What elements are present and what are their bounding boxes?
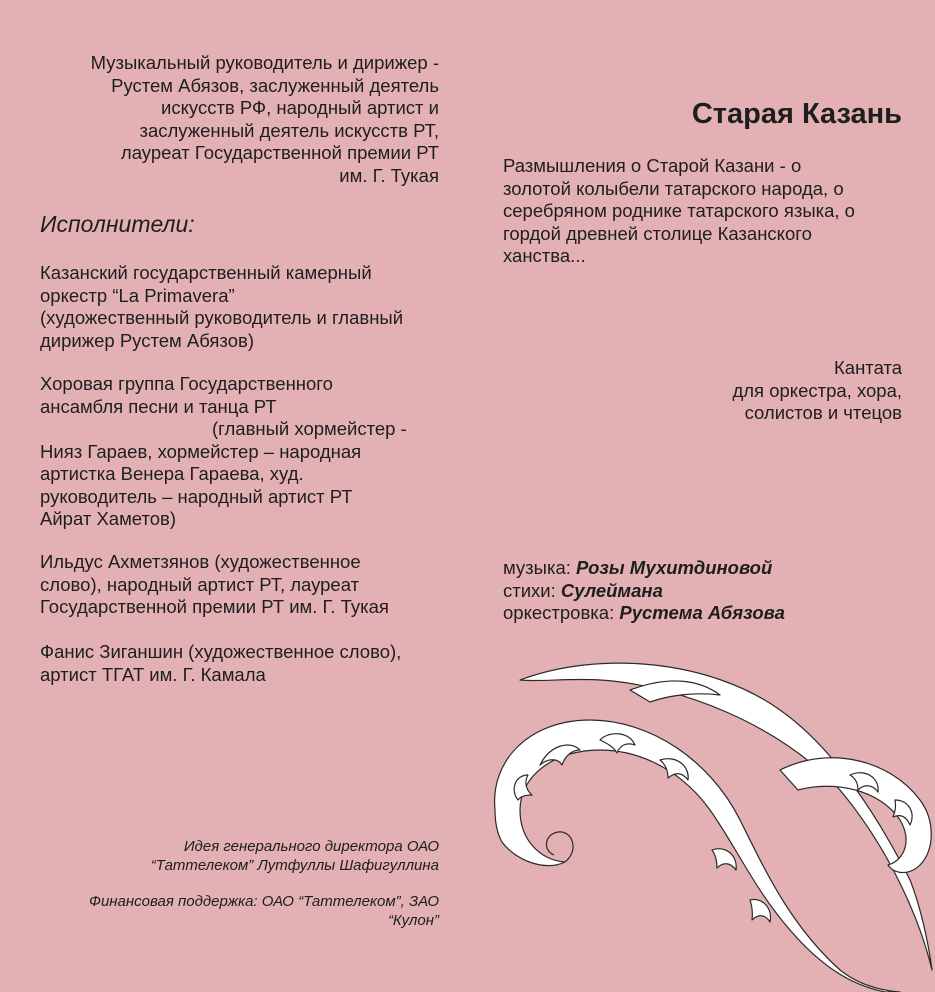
- orchestration-credit: [503, 602, 903, 625]
- description-line: серебряном роднике татарского языка, о: [503, 200, 855, 221]
- lyrics-label: стихи:: [503, 579, 556, 601]
- music-name: Розы Мухитдиновой: [576, 557, 773, 578]
- cantata-line: для оркестра, хора,: [732, 379, 902, 401]
- orchestration-name: Рустема Абязова: [619, 602, 785, 623]
- description-line: гордой древней столице Казанского: [503, 222, 812, 244]
- choir-line: руководитель – народный артист РТ: [40, 485, 353, 507]
- orchestra-line: (художественный руководитель и главный: [40, 307, 404, 328]
- akhmetzyanov-line: Государственной премии РТ им. Г. Тукая: [40, 596, 389, 617]
- ornament-spiral: [546, 832, 573, 862]
- description-line: Размышления о Старой Казани - о: [503, 155, 802, 176]
- description: [503, 155, 903, 268]
- music-label: музыка:: [503, 557, 571, 578]
- orchestra-line: Казанский государственный камерный: [40, 262, 372, 283]
- lyrics-credit: [503, 580, 903, 603]
- akhmetzyanov-paragraph: [40, 551, 440, 619]
- support-line: Финансовая поддержка: ОАО “Таттелеком”, ЗАО: [89, 893, 439, 910]
- akhmetzyanov-line: слово), народный артист РТ, лауреат: [40, 573, 360, 595]
- choir-line: артистка Венера Гараева, худ.: [40, 463, 304, 484]
- orchestra-paragraph: [40, 262, 440, 352]
- floral-ornament: [480, 650, 935, 992]
- director-line: Музыкальный руководитель и дирижер -: [90, 52, 439, 73]
- idea-line: Идея генерального директора ОАО: [183, 838, 439, 855]
- authors: [503, 557, 903, 625]
- choir-line: ансамбля песни и танца РТ: [40, 395, 277, 417]
- ziganshin-line: Фанис Зиганшин (художественное слово),: [40, 641, 402, 662]
- support-line: “Кулон”: [387, 911, 439, 929]
- director-line: им. Г. Тукая: [339, 164, 439, 186]
- orchestra-line: оркестр “La Primavera”: [40, 284, 235, 306]
- ornament-lobe: [712, 849, 736, 870]
- choir-line: Нияз Гараев, хормейстер – народная: [40, 440, 362, 462]
- ziganshin-line: артист ТГАТ им. Г. Камала: [40, 663, 266, 685]
- director-line: искусств РФ, народный артист и: [161, 97, 439, 118]
- ziganshin-paragraph: [40, 641, 440, 686]
- choir-line: Айрат Хаметов): [40, 508, 177, 529]
- lyrics-name: Сулеймана: [560, 579, 663, 601]
- director-info: [40, 52, 439, 187]
- orchestration-label: оркестровка:: [503, 602, 615, 623]
- performers-heading: Исполнители:: [40, 211, 195, 237]
- akhmetzyanov-line: Ильдус Ахметзянов (художественное: [40, 551, 361, 572]
- choir-line: Хоровая группа Государственного: [40, 373, 333, 394]
- cantata-line: солистов и чтецов: [744, 402, 902, 423]
- idea-line: “Таттелеком” Лутфуллы Шафигуллина: [150, 856, 439, 874]
- director-line: лауреат Государственной премии РТ: [120, 142, 439, 163]
- music-credit: [503, 557, 903, 580]
- director-line: заслуженный деятель искусств РТ,: [139, 119, 439, 141]
- orchestra-line: дирижер Рустем Абязов): [40, 329, 254, 351]
- page-title: Старая Казань: [691, 98, 902, 130]
- description-line: золотой колыбели татарского народа, о: [503, 177, 844, 199]
- cantata-line: Кантата: [834, 357, 902, 378]
- description-line: ханства...: [503, 245, 586, 266]
- ornament-lobe: [750, 900, 770, 922]
- director-line: Рустем Абязов, заслуженный деятель: [111, 74, 439, 96]
- cantata-subtitle: [602, 357, 902, 425]
- choir-line: (главный хормейстер -: [212, 418, 407, 439]
- credits: [40, 838, 439, 930]
- credits-spacer: [40, 875, 439, 893]
- choir-paragraph: [40, 373, 440, 531]
